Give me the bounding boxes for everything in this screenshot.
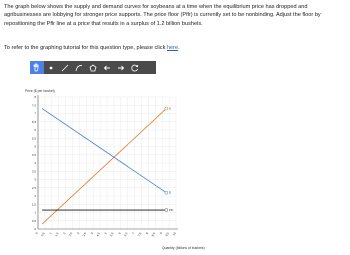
tutorial-prefix: To refer to the graphing tutorial for this question type, please click [4, 45, 167, 51]
x-tick-label: 10 [171, 231, 177, 237]
y-tick-label: 1.5 [31, 202, 36, 207]
series-endpoint-d[interactable] [165, 191, 168, 194]
x-tick-label: 9.5 [164, 231, 170, 238]
y-axis-title: Price ($ per bushel) [25, 89, 55, 93]
y-tick-label: 0.5 [31, 218, 36, 223]
y-tick-label: 4.5 [31, 152, 36, 157]
y-tick-label: 1 [34, 210, 36, 215]
x-tick-label: 2.5 [67, 231, 74, 238]
x-tick-label: 4 [89, 231, 95, 235]
y-tick-label: 2 [34, 194, 36, 198]
question-text: The graph below shows the supply and demand curves for soybeans at a time when the equilibrium price has dropped and agribusinesses are lobbying for stronger price supports. The price floor (Pflr) is currently set to be nonbinding. Adjust the floor by repositioning the Pflr line at a price that results in a surplus of 1.2 billion bushels. [4, 4, 321, 27]
y-tick-label: 6 [34, 128, 36, 132]
series-line-d[interactable] [42, 109, 166, 193]
redo-icon[interactable] [114, 61, 128, 74]
undo-icon[interactable] [100, 61, 114, 74]
x-tick-label: 5 [103, 231, 108, 235]
series-endpoint-s[interactable] [165, 107, 168, 110]
y-tick-label: 8 [34, 95, 36, 99]
x-tick-label: 6 [117, 231, 122, 235]
x-tick-label: 7 [131, 231, 136, 235]
series-label-d: D [168, 190, 172, 195]
y-tick-label: 5 [34, 144, 36, 149]
tutorial-suffix: . [178, 45, 180, 51]
y-tick-label: 4 [34, 161, 36, 165]
y-tick-label: 3.5 [31, 169, 36, 174]
reset-icon[interactable] [128, 61, 142, 74]
series-label-pflr: Pflr [168, 208, 174, 213]
x-axis-title: Quantity (billions of bushels) [162, 246, 205, 250]
x-tick-label: 2 [62, 231, 67, 235]
y-tick-label: 7.5 [31, 103, 36, 108]
series-line-s[interactable] [42, 109, 166, 225]
y-tick-label: 3 [34, 177, 36, 182]
y-tick-label: 0 [34, 227, 36, 231]
y-tick-label: 7 [34, 111, 36, 116]
point-tool-icon[interactable] [44, 61, 58, 74]
x-tick-label: 9 [158, 231, 164, 235]
x-tick-label: 3.5 [81, 231, 88, 238]
tutorial-note [4, 44, 346, 52]
series-label-s: S [168, 106, 171, 111]
tutorial-link[interactable]: here [166, 45, 179, 51]
y-tick-label: 5.5 [31, 136, 36, 141]
x-tick-label: 8 [144, 231, 150, 235]
x-tick-label: 6.5 [123, 231, 129, 238]
hand-tool-icon[interactable] [30, 61, 44, 74]
supply-demand-graph[interactable] [18, 80, 205, 255]
x-tick-label: 8.5 [150, 231, 157, 238]
x-tick-label: 0 [34, 231, 39, 235]
x-tick-label: 1.5 [54, 231, 60, 238]
line-tool-icon[interactable] [58, 61, 72, 74]
series-endpoint-pflr[interactable] [165, 209, 168, 212]
x-tick-label: 7.5 [136, 231, 143, 238]
polygon-tool-icon[interactable] [86, 61, 100, 74]
curve-tool-icon[interactable] [72, 61, 86, 74]
graph-toolbar [30, 61, 156, 74]
x-tick-label: 0.5 [40, 231, 46, 238]
y-tick-label: 2.5 [31, 185, 36, 190]
y-tick-label: 6.5 [31, 119, 36, 124]
x-tick-label: 1 [48, 231, 53, 235]
x-tick-label: 4.5 [95, 231, 101, 238]
x-tick-label: 3 [75, 231, 81, 235]
x-tick-label: 5.5 [109, 231, 115, 238]
